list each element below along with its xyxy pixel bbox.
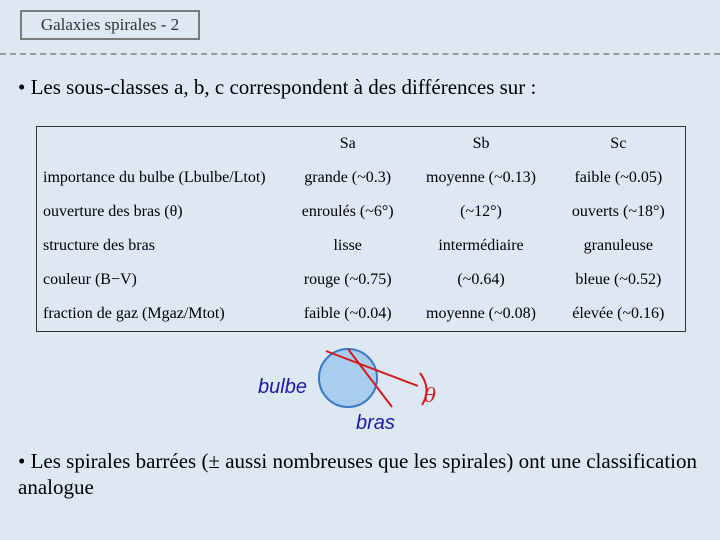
cell-sb: moyenne (~0.13)	[426, 169, 536, 186]
cell-sc: ouverts (~18°)	[571, 203, 665, 220]
table-header-row	[37, 127, 686, 162]
cell-sc: faible (~0.05)	[574, 169, 663, 186]
cell-sa: faible (~0.04)	[303, 305, 392, 322]
header-empty	[37, 127, 285, 162]
table-row	[37, 297, 686, 332]
bras-label: bras	[356, 412, 395, 434]
slide-title: Galaxies spirales - 2	[20, 10, 200, 40]
cell-sa: enroulés (~6°)	[301, 203, 394, 220]
bulge-circle	[319, 349, 377, 407]
row-label-bulbe: importance du bulbe (Lbulbe/Ltot)	[43, 169, 266, 186]
cell-sa: grande (~0.3)	[304, 169, 392, 186]
cell-sc: granuleuse	[583, 237, 653, 254]
table-row	[37, 161, 686, 195]
cell-sa: rouge (~0.75)	[303, 271, 392, 288]
row-label-couleur: couleur (B−V)	[43, 271, 137, 288]
cell-sb: moyenne (~0.08)	[426, 305, 536, 322]
row-label-structure: structure des bras	[43, 237, 155, 254]
cell-sb: intermédiaire	[438, 237, 524, 254]
header-sc: Sc	[610, 135, 627, 152]
bullet-barred-spirals: • Les spirales barrées (± aussi nombreuses que les spirales) ont une classification analogue	[18, 449, 698, 499]
cell-sc: élevée (~0.16)	[572, 305, 665, 322]
table-row	[37, 195, 686, 229]
bulbe-label: bulbe	[258, 376, 307, 398]
title-divider	[0, 53, 720, 55]
row-label-gaz: fraction de gaz (Mgaz/Mtot)	[43, 305, 225, 322]
bullet-subclasses: • Les sous-classes a, b, c correspondent à des différences sur :	[18, 75, 537, 99]
cell-sa: lisse	[333, 237, 362, 254]
table-row	[37, 263, 686, 297]
theta-label: θ	[424, 383, 437, 407]
header-sa: Sa	[339, 135, 356, 152]
comparison-table	[36, 126, 686, 332]
header-sb: Sb	[472, 135, 490, 152]
cell-sc: bleue (~0.52)	[575, 271, 662, 288]
cell-sb: (~0.64)	[457, 271, 505, 288]
table-row	[37, 229, 686, 263]
row-label-ouverture: ouverture des bras (θ)	[43, 203, 183, 220]
cell-sb: (~12°)	[460, 203, 502, 220]
